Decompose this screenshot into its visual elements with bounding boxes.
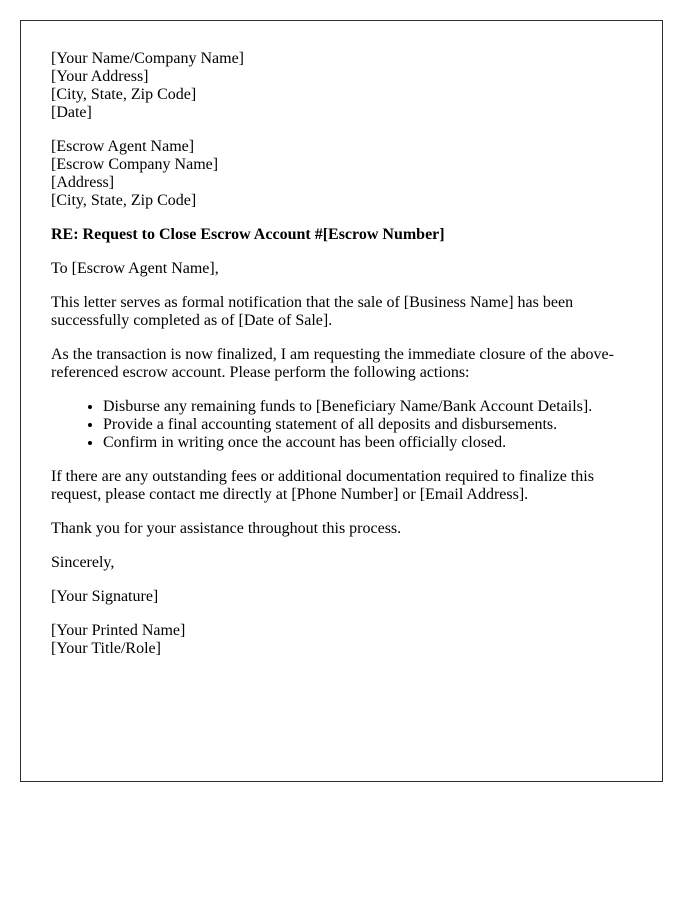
action-bullet-list (51, 398, 632, 452)
recipient-company-line: [Escrow Company Name] (51, 156, 219, 173)
body-paragraph-1: This letter serves as formal notification that the sale of [Business Name] has been successfully completed as of [Date of Sale]. (51, 294, 574, 329)
recipient-address-block (51, 138, 632, 210)
body-paragraph-3: If there are any outstanding fees or additional documentation required to finalize this request, please contact me directly at [Phone Number] or [Email Address]. (51, 468, 594, 503)
salutation: To [Escrow Agent Name], (51, 260, 219, 277)
date-line: [Date] (51, 104, 92, 121)
recipient-city-line: [City, State, Zip Code] (51, 192, 197, 209)
sender-address-block (51, 50, 632, 122)
signature-block (51, 622, 632, 658)
sender-address-line: [Your Address] (51, 68, 149, 85)
bullet-item-final-statement: • Provide a final accounting statement of all deposits and disbursements. (103, 416, 632, 434)
sender-city-line: [City, State, Zip Code] (51, 86, 197, 103)
bullet-item-disburse-funds: • Disburse any remaining funds to [Beneficiary Name/Bank Account Details]. (103, 398, 632, 416)
letter-border-box (20, 20, 663, 782)
body-paragraph-4: Thank you for your assistance throughout this process. (51, 520, 402, 537)
recipient-name-line: [Escrow Agent Name] (51, 138, 195, 155)
printed-name-line: [Your Printed Name] (51, 622, 186, 639)
recipient-address-line: [Address] (51, 174, 115, 191)
title-role-line: [Your Title/Role] (51, 640, 161, 657)
closing-line: Sincerely, (51, 554, 115, 571)
signature-placeholder: [Your Signature] (51, 588, 159, 605)
sender-name-line: [Your Name/Company Name] (51, 50, 245, 67)
subject-line: RE: Request to Close Escrow Account #[Escrow Number] (51, 226, 445, 243)
bullet-item-confirm-closure: • Confirm in writing once the account has been officially closed. (103, 434, 632, 452)
body-paragraph-2: As the transaction is now finalized, I am requesting the immediate closure of the above-referenced escrow account. Please perform the following actions: (51, 346, 614, 381)
